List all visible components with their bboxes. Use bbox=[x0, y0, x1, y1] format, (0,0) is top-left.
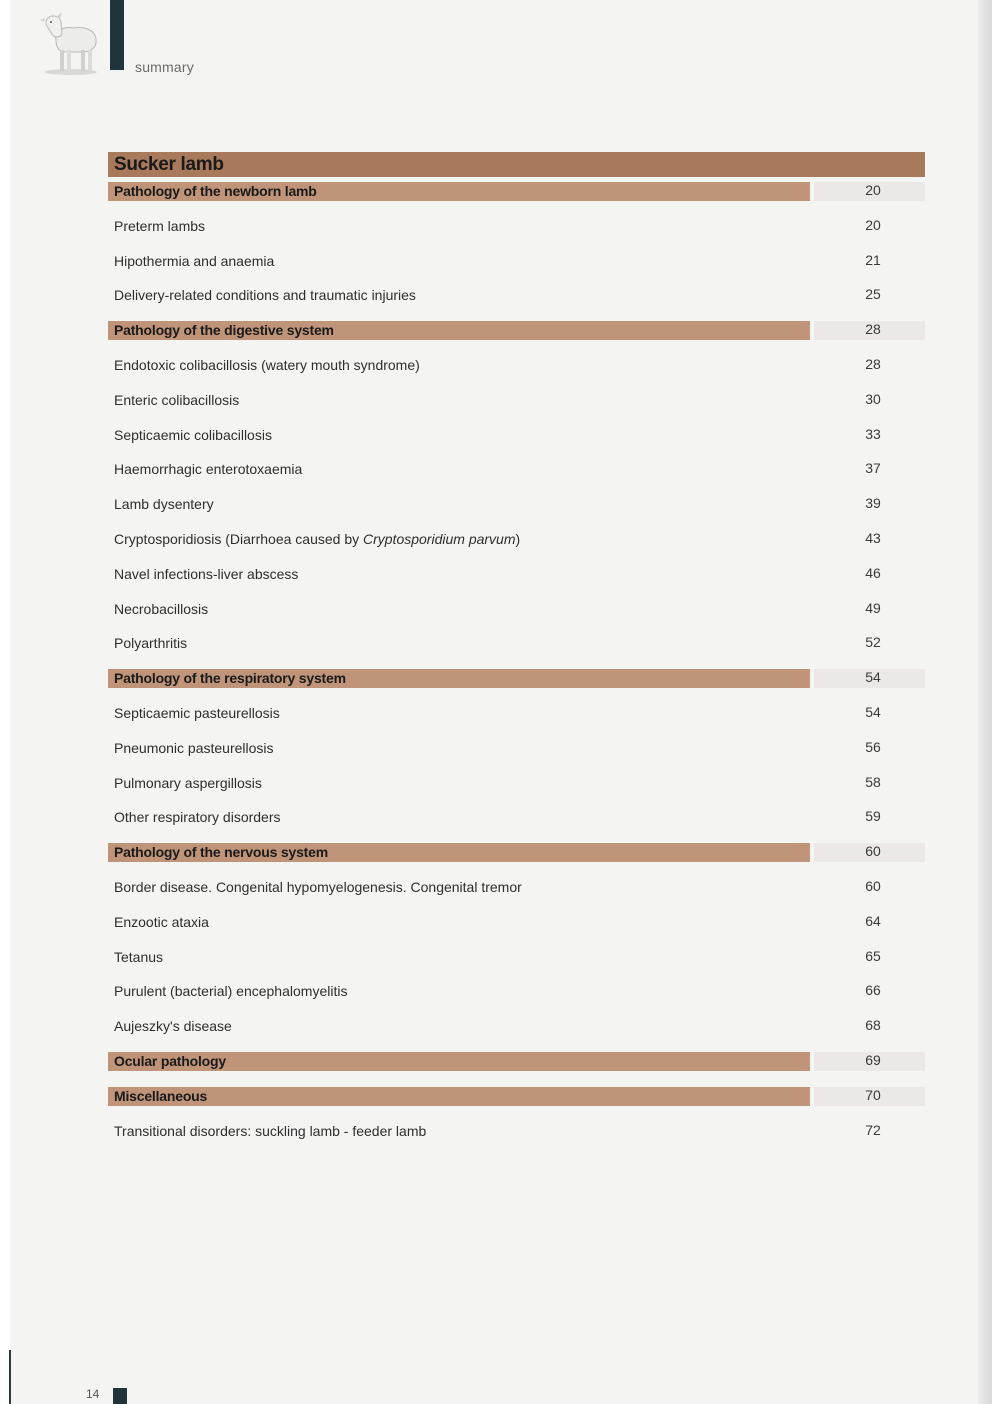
entry-label bbox=[114, 286, 416, 305]
label-text: Pathology of the newborn lamb bbox=[114, 183, 317, 199]
toc-entry bbox=[108, 629, 925, 664]
section-label bbox=[114, 321, 334, 340]
page-ref: 60 bbox=[865, 877, 881, 894]
label-text: Endotoxic colibacillosis (watery mouth syndrome) bbox=[114, 356, 420, 373]
label-text: Pulmonary aspergillosis bbox=[114, 774, 262, 791]
page-ref: 64 bbox=[865, 912, 881, 929]
page-ref: 54 bbox=[865, 669, 881, 686]
toc-entry bbox=[108, 803, 925, 838]
label-text: Other respiratory disorders bbox=[114, 809, 281, 826]
entry-label bbox=[114, 217, 205, 236]
entry-label bbox=[114, 739, 274, 758]
page-ref: 69 bbox=[865, 1051, 881, 1068]
label-text: Transitional disorders: suckling lamb - feeder lamb bbox=[114, 1122, 427, 1139]
label-text: Haemorrhagic enterotoxaemia bbox=[114, 461, 303, 478]
page-ref: 52 bbox=[865, 634, 881, 651]
toc-entry bbox=[108, 699, 925, 734]
entry-label bbox=[114, 948, 163, 967]
page-ref: 20 bbox=[865, 182, 881, 198]
label-text: Pneumonic pasteurellosis bbox=[114, 739, 274, 756]
label-italic-text: Cryptosporidium parvum bbox=[363, 530, 516, 547]
label-text: Pathology of the respiratory system bbox=[114, 670, 346, 687]
page-ref: 39 bbox=[865, 495, 881, 512]
entry-label bbox=[114, 878, 522, 897]
entry-label bbox=[114, 704, 280, 723]
toc-section bbox=[108, 1047, 925, 1082]
label-text: Purulent (bacterial) encephalomyelitis bbox=[114, 983, 348, 1000]
page-ref: 20 bbox=[865, 216, 881, 233]
toc-entry bbox=[108, 421, 925, 456]
entry-label bbox=[114, 495, 214, 514]
page-ref: 59 bbox=[865, 808, 881, 825]
label-text: Septicaemic pasteurellosis bbox=[114, 704, 280, 721]
label-text: Ocular pathology bbox=[114, 1052, 226, 1069]
toc-section bbox=[108, 1082, 925, 1117]
label-text: Miscellaneous bbox=[114, 1087, 208, 1104]
toc-entry bbox=[108, 1117, 925, 1152]
label-text: Lamb dysentery bbox=[114, 496, 214, 513]
section-label bbox=[114, 669, 346, 688]
label-text: Enteric colibacillosis bbox=[114, 391, 240, 408]
entry-label bbox=[114, 460, 302, 479]
label-text: Polyarthritis bbox=[114, 635, 188, 652]
label-text: Delivery-related conditions and traumatic injuries bbox=[114, 287, 416, 304]
page-ref: 43 bbox=[865, 529, 881, 546]
toc-entry bbox=[108, 908, 925, 943]
toc-entry bbox=[108, 1012, 925, 1047]
toc-entry bbox=[108, 873, 925, 908]
page-ref: 72 bbox=[865, 1121, 881, 1138]
entry-label bbox=[114, 982, 347, 1001]
entry-label bbox=[114, 1017, 232, 1036]
page-ref: 54 bbox=[865, 703, 881, 720]
header-title: summary bbox=[135, 59, 194, 75]
page-edge-right bbox=[978, 0, 992, 1404]
spine-line bbox=[9, 1350, 11, 1404]
toc-entry bbox=[108, 595, 925, 630]
label-text: Aujeszky's disease bbox=[114, 1018, 232, 1035]
section-label bbox=[114, 182, 317, 201]
toc-entry bbox=[108, 560, 925, 595]
entry-label bbox=[114, 1122, 426, 1141]
header-accent-bar bbox=[110, 0, 124, 70]
label-text: Tetanus bbox=[114, 948, 164, 965]
footer-square bbox=[113, 1388, 127, 1404]
entry-label bbox=[114, 356, 420, 375]
entry-label bbox=[114, 634, 187, 653]
entry-label bbox=[114, 530, 520, 549]
part-title: Sucker lamb bbox=[108, 152, 925, 177]
toc-rows bbox=[108, 177, 925, 1151]
label-text: Pathology of the digestive system bbox=[114, 322, 334, 339]
page-ref: 33 bbox=[865, 425, 881, 442]
toc-entry bbox=[108, 769, 925, 804]
page-ref: 58 bbox=[865, 773, 881, 790]
toc-entry bbox=[108, 247, 925, 282]
label-after-text: ) bbox=[515, 530, 521, 547]
page-ref: 68 bbox=[865, 1017, 881, 1034]
toc-section bbox=[108, 664, 925, 699]
label-text: Septicaemic colibacillosis bbox=[114, 426, 272, 443]
entry-label bbox=[114, 600, 208, 619]
toc-entry bbox=[108, 212, 925, 247]
toc-entry bbox=[108, 386, 925, 421]
toc-section bbox=[108, 838, 925, 873]
entry-label bbox=[114, 252, 274, 271]
label-text: Enzootic ataxia bbox=[114, 913, 209, 930]
label-text: Border disease. Congenital hypomyelogenesis. Congenital tremor bbox=[114, 878, 522, 895]
page-number: 14 bbox=[86, 1387, 100, 1401]
toc-entry bbox=[108, 943, 925, 978]
toc-entry bbox=[108, 490, 925, 525]
section-bar bbox=[108, 1087, 810, 1106]
toc-entry bbox=[108, 281, 925, 316]
toc-section bbox=[108, 316, 925, 351]
page-ref: 56 bbox=[865, 738, 881, 755]
page-ref: 66 bbox=[865, 982, 881, 999]
entry-label bbox=[114, 391, 239, 410]
entry-label bbox=[114, 565, 298, 584]
label-text: Necrobacillosis bbox=[114, 600, 209, 617]
entry-label bbox=[114, 774, 262, 793]
toc-entry bbox=[108, 977, 925, 1012]
entry-label bbox=[114, 426, 272, 445]
toc-section bbox=[108, 177, 925, 212]
label-text: Hipothermia and anaemia bbox=[114, 252, 275, 269]
lamb-icon bbox=[38, 8, 104, 76]
page-ref: 49 bbox=[865, 599, 881, 616]
toc-entry bbox=[108, 351, 925, 386]
page-ref: 28 bbox=[865, 355, 881, 372]
page-edge-left bbox=[0, 0, 10, 1404]
label-text: Preterm lambs bbox=[114, 217, 206, 234]
entry-label bbox=[114, 808, 281, 827]
page-ref: 28 bbox=[865, 321, 881, 338]
toc-entry bbox=[108, 455, 925, 490]
toc-entry bbox=[108, 734, 925, 769]
toc-entry bbox=[108, 525, 925, 560]
label-text: Cryptosporidiosis (Diarrhoea caused by bbox=[114, 530, 363, 547]
page-ref: 37 bbox=[865, 460, 881, 477]
section-label bbox=[114, 1087, 207, 1106]
label-text: Pathology of the nervous system bbox=[114, 844, 328, 861]
table-of-contents bbox=[108, 152, 925, 1151]
page-ref: 30 bbox=[865, 390, 881, 407]
section-label bbox=[114, 843, 328, 862]
entry-label bbox=[114, 913, 209, 932]
page-ref: 25 bbox=[865, 286, 881, 303]
label-text: Navel infections-liver abscess bbox=[114, 565, 299, 582]
page-ref: 46 bbox=[865, 564, 881, 581]
section-label bbox=[114, 1052, 226, 1071]
page-ref: 65 bbox=[865, 947, 881, 964]
page-ref: 60 bbox=[865, 843, 881, 860]
page-ref: 70 bbox=[865, 1086, 881, 1103]
page-ref: 21 bbox=[865, 251, 881, 268]
